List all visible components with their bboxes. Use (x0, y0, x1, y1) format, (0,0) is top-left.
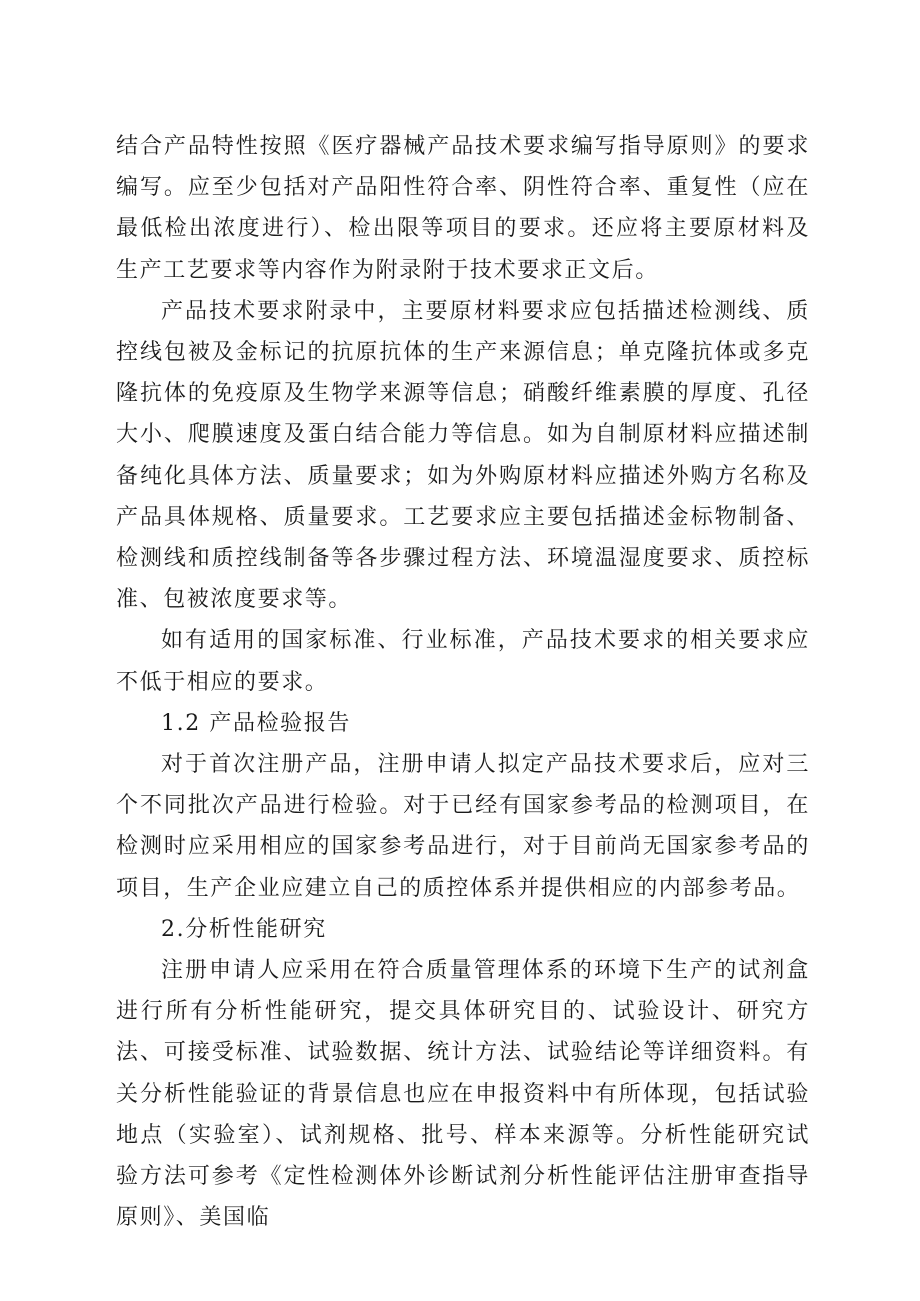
paragraph-technical-requirements-continued: 结合产品特性按照《医疗器械产品技术要求编写指导原则》的要求编写。应至少包括对产品阳性符合率、阴性符合率、重复性（应在最低检出浓度进行）、检出限等项目的要求。还应将主要原材料及生产工艺要求等内容作为附录附于技术要求正文后。 (116, 134, 810, 283)
document-body (116, 126, 810, 1238)
section-heading-analytical-performance: 2.分析性能研究 (161, 916, 327, 942)
section-heading-inspection-report: 1.2 产品检验报告 (161, 710, 351, 736)
paragraph-applicable-standards: 如有适用的国家标准、行业标准，产品技术要求的相关要求应不低于相应的要求。 (116, 628, 810, 695)
paragraph-inspection-report: 对于首次注册产品，注册申请人拟定产品技术要求后，应对三个不同批次产品进行检验。对于已经有国家参考品的检测项目，在检测时应采用相应的国家参考品进行，对于目前尚无国家参考品的项目，生产企业应建立自己的质控体系并提供相应的内部参考品。 (116, 752, 810, 901)
paragraph-analytical-performance: 注册申请人应采用在符合质量管理体系的环境下生产的试剂盒进行所有分析性能研究，提交具体研究目的、试验设计、研究方法、可接受标准、试验数据、统计方法、试验结论等详细资料。有关分析性能验证的背景信息也应在申报资料中有所体现，包括试验地点（实验室）、试剂规格、批号、样本来源等。分析性能研究试验方法可参考《定性检测体外诊断试剂分析性能评估注册审查指导原则》、美国临 (116, 958, 810, 1231)
paragraph-appendix-materials: 产品技术要求附录中，主要原材料要求应包括描述检测线、质控线包被及金标记的抗原抗体的生产来源信息；单克隆抗体或多克隆抗体的免疫原及生物学来源等信息；硝酸纤维素膜的厚度、孔径大小、爬膜速度及蛋白结合能力等信息。如为自制原材料应描述制备纯化具体方法、质量要求；如为外购原材料应描述外购方名称及产品具体规格、质量要求。工艺要求应主要包括描述金标物制备、检测线和质控线制备等各步骤过程方法、环境温湿度要求、质控标准、包被浓度要求等。 (116, 298, 810, 613)
